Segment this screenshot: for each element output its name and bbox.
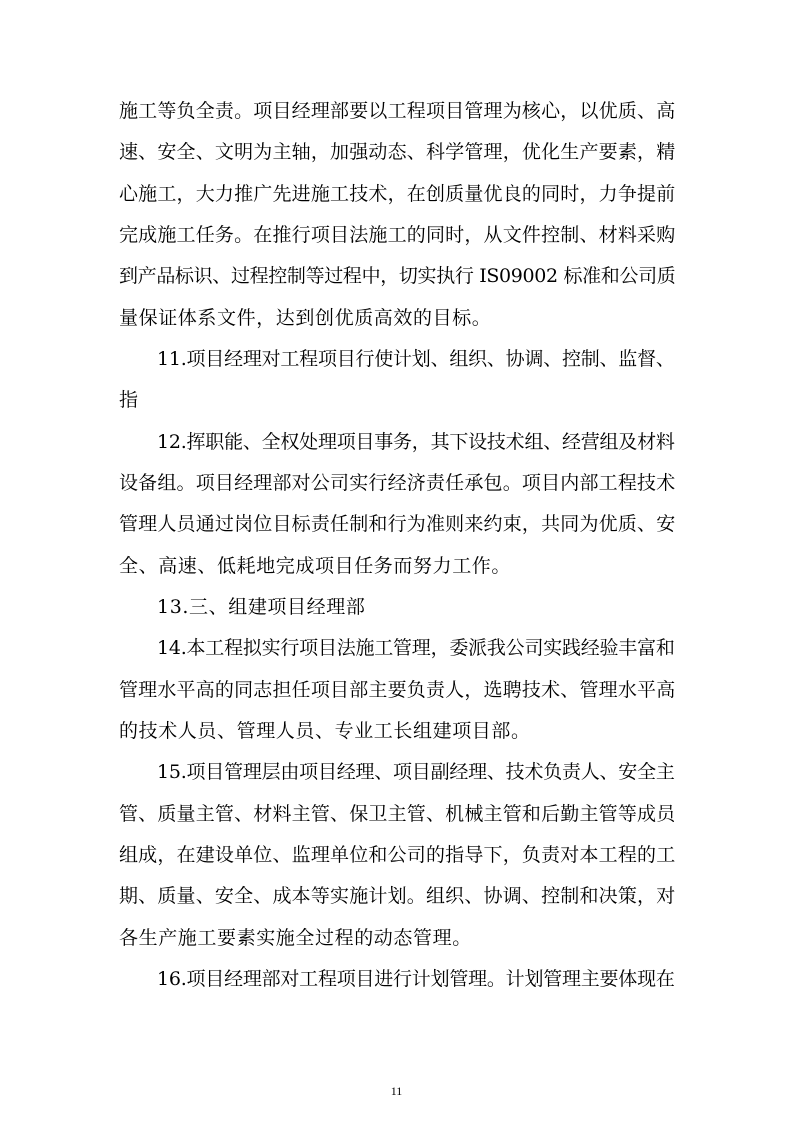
paragraph-0-line-3: 完成施工任务。在推行项目法施工的同时，从文件控制、材料采购 [119,224,676,246]
paragraph-15-line-0: 15.项目管理层由项目经理、项目副经理、技术负责人、安全主 [157,761,675,783]
paragraph-0-line-2: 心施工，大力推广先进施工技术，在创质量优良的同时，力争提前 [119,183,676,205]
section-heading: 13.三、组建项目经理部 [157,596,366,618]
paragraph-14-line-1: 管理水平高的同志担任项目部主要负责人，选聘技术、管理水平高 [119,679,676,701]
paragraph-0-line-4: 到产品标识、过程控制等过程中，切实执行 IS09002 标准和公司质 [119,265,676,287]
paragraph-12-line-3: 全、高速、低耗地完成项目任务而努力工作。 [119,555,512,577]
paragraph-12-line-2: 管理人员通过岗位目标责任制和行为准则来约束，共同为优质、安 [119,513,676,535]
paragraph-15-line-4: 各生产施工要素实施全过程的动态管理。 [119,927,472,949]
paragraph-14-line-2: 的技术人员、管理人员、专业工长组建项目部。 [119,720,531,742]
paragraph-0-line-0: 施工等负全责。项目经理部要以工程项目管理为核心，以优质、高 [119,100,676,122]
paragraph-12-line-1: 设备组。项目经理部对公司实行经济责任承包。项目内部工程技术 [119,472,676,494]
paragraph-0-line-1: 速、安全、文明为主轴，加强动态、科学管理，优化生产要素，精 [119,141,676,163]
paragraph-15-line-1: 管、质量主管、材料主管、保卫主管、机械主管和后勤主管等成员 [119,803,676,825]
paragraph-15-line-2: 组成，在建设单位、监理单位和公司的指导下，负责对本工程的工 [119,844,676,866]
paragraph-15-line-3: 期、质量、安全、成本等实施计划。组织、协调、控制和决策，对 [119,885,676,907]
paragraph-11-line-1: 指 [119,389,139,411]
paragraph-0-line-5: 量保证体系文件，达到创优质高效的目标。 [119,307,492,329]
paragraph-11-line-0: 11.项目经理对工程项目行使计划、组织、协调、控制、监督、 [157,348,675,370]
paragraph-16-line-0: 16.项目经理部对工程项目进行计划管理。计划管理主要体现在 [157,968,675,990]
page-number: 11 [390,1084,403,1098]
paragraph-12-line-0: 12.挥职能、全权处理项目事务，其下设技术组、经营组及材料 [157,431,675,453]
paragraph-14-line-0: 14.本工程拟实行项目法施工管理，委派我公司实践经验丰富和 [157,637,675,659]
